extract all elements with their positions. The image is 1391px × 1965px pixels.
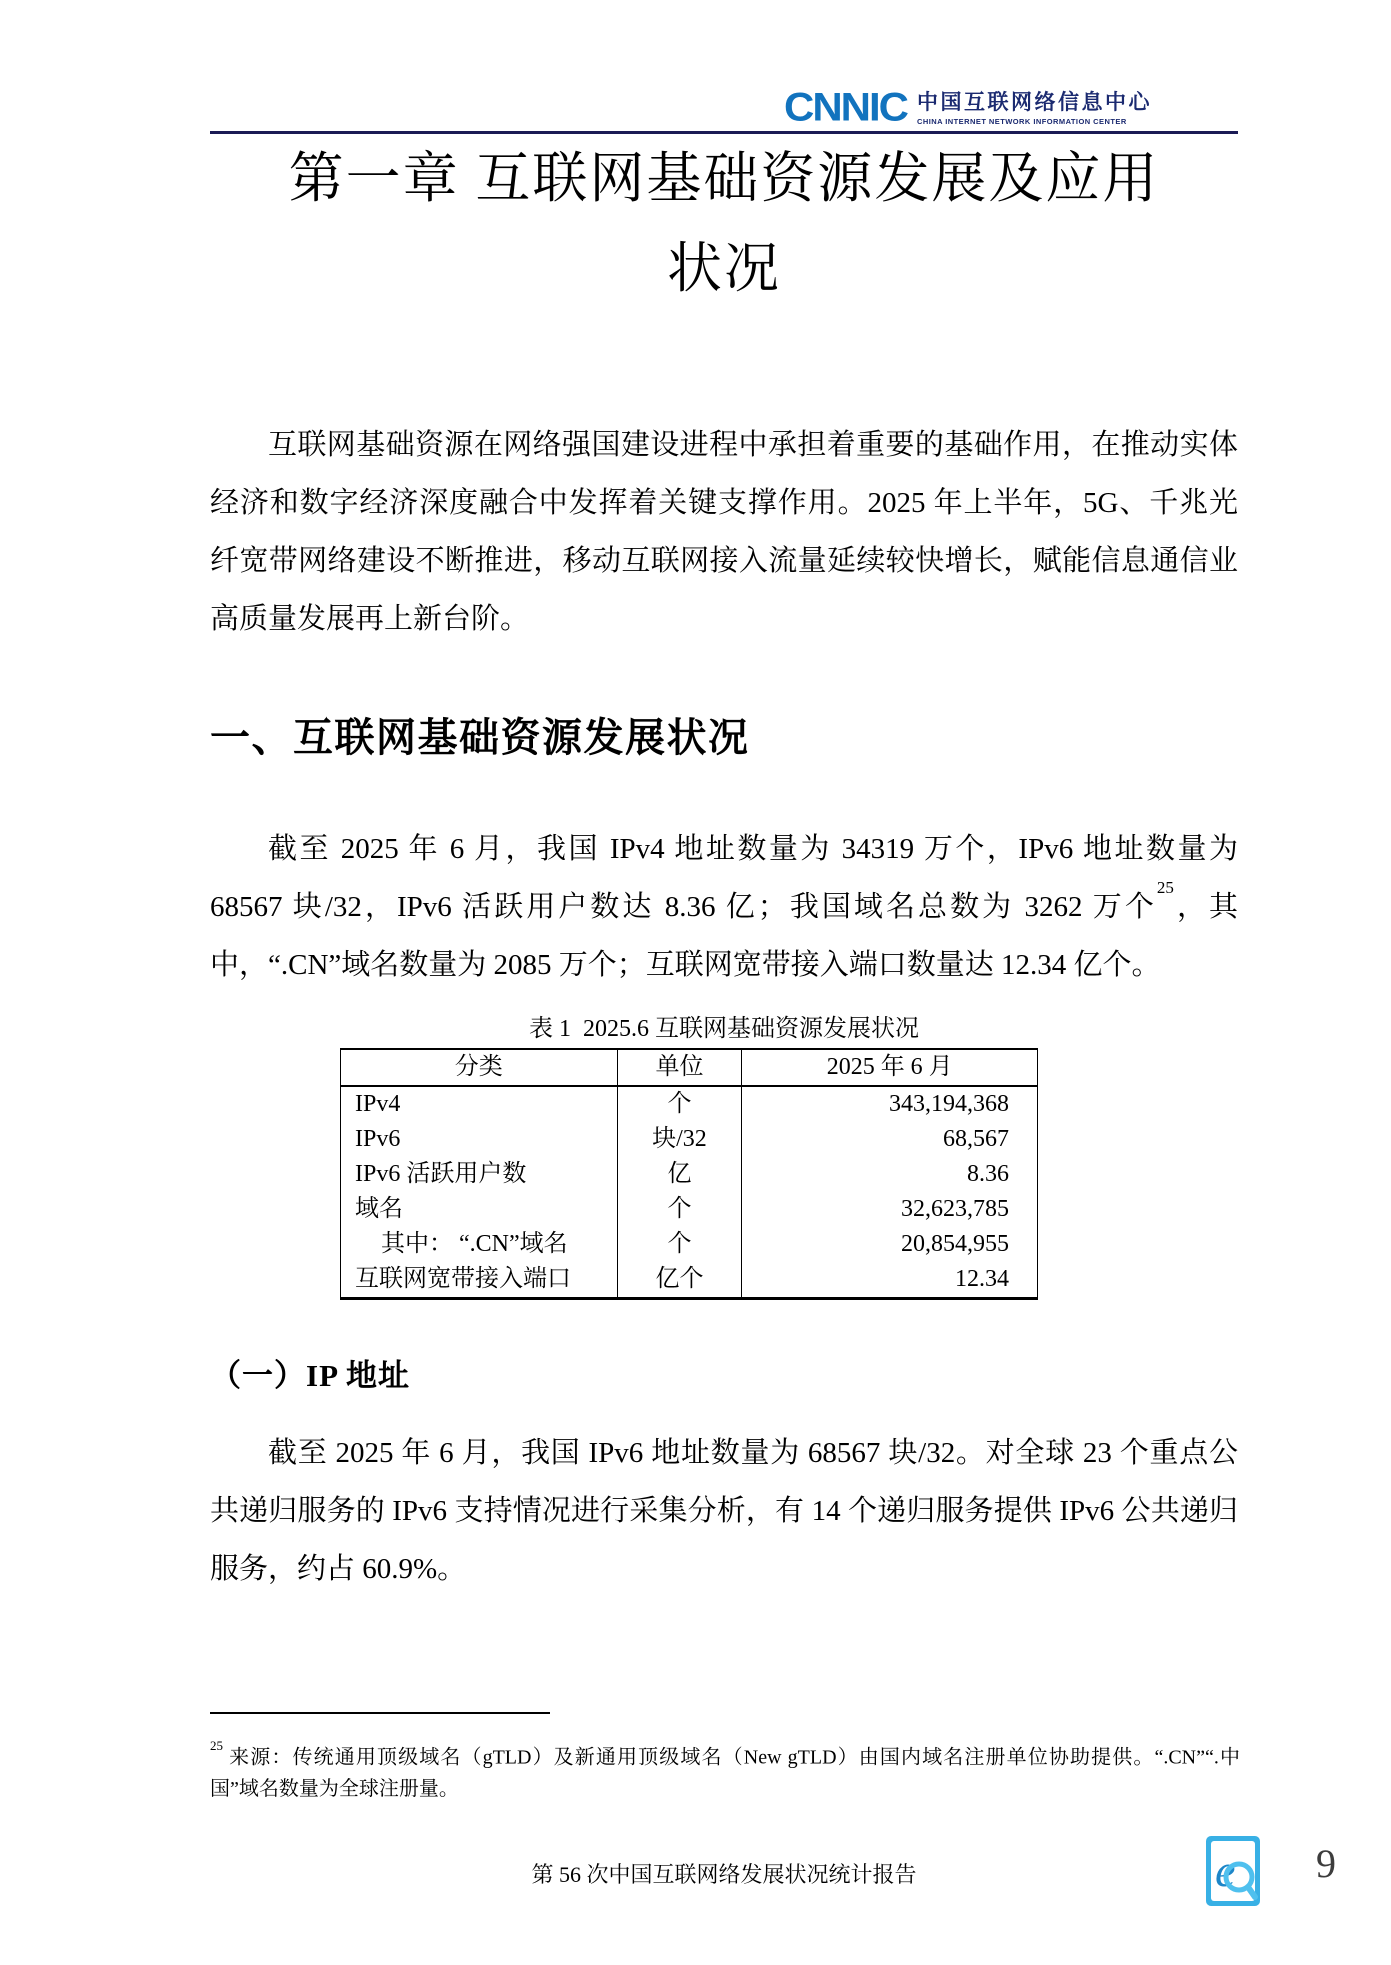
table-cell-category: IPv6 活跃用户数 (341, 1157, 618, 1192)
org-names (917, 91, 1152, 126)
table-header-period: 2025 年 6 月 (742, 1049, 1038, 1086)
table-caption: 表 1 2025.6 互联网基础资源发展状况 (529, 1016, 919, 1042)
footnote-text: 来源：传统通用顶级域名（gTLD）及新通用顶级域名（New gTLD）由国内域名注册单位协助提供。“.CN”“.中国”域名数量为全球注册量。 (210, 1746, 1240, 1800)
subsection-paragraph: 截至 2025 年 6 月，我国 IPv6 地址数量为 68567 块/32。对全球 23 个重点公共递归服务的 IPv6 支持情况进行采集分析，有 14 个递归服务提供 IPv6 公共递归服务，约占 60.9%。 (210, 1437, 1238, 1585)
table-header-category: 分类 (341, 1049, 618, 1086)
table-cell-value: 68,567 (742, 1122, 1038, 1157)
table-cell-category: IPv6 (341, 1122, 618, 1157)
table-cell-category: IPv4 (341, 1086, 618, 1122)
section1-paragraph (210, 820, 1238, 994)
table-cell-value: 8.36 (742, 1157, 1038, 1192)
svg-text:e: e (1215, 1845, 1236, 1896)
org-name-cn: 中国互联网络信息中心 (917, 91, 1152, 114)
page-number: 9 (1316, 1841, 1336, 1886)
table-row (341, 1157, 1038, 1192)
chapter-title-line1: 第一章 互联网基础资源发展及应用 (288, 148, 1160, 209)
table-cell-unit: 个 (617, 1227, 742, 1262)
footnote-reference: 25 (1156, 878, 1174, 898)
table-row (341, 1227, 1038, 1262)
table-cell-unit: 块/32 (617, 1122, 742, 1157)
table-cell-category: 域名 (341, 1192, 618, 1227)
org-name-en: CHINA INTERNET NETWORK INFORMATION CENTER (917, 117, 1127, 126)
table-cell-category: 互联网宽带接入端口 (341, 1262, 618, 1299)
table-cell-value: 343,194,368 (742, 1086, 1038, 1122)
table-cell-value: 20,854,955 (742, 1227, 1038, 1262)
table-header-row (341, 1049, 1038, 1086)
table-row (341, 1122, 1038, 1157)
table-cell-unit: 亿个 (617, 1262, 742, 1299)
table-cell-unit: 个 (617, 1086, 742, 1122)
footnote (210, 1736, 1240, 1805)
table-header-unit: 单位 (617, 1049, 742, 1086)
table-row (341, 1262, 1038, 1299)
table-cell-value: 12.34 (742, 1262, 1038, 1299)
resources-table (340, 1048, 1038, 1300)
chapter-title (210, 134, 1238, 314)
paragraph-text-part1: 截至 2025 年 6 月，我国 IPv4 地址数量为 34319 万个，IPv6 地址数量为 68567 块/32，IPv6 活跃用户数达 8.36 亿；我国域名总数为 3262 万个 (210, 833, 1238, 923)
table-cell-unit: 亿 (617, 1157, 742, 1192)
table-cell-category: 其中： “.CN”域名 (341, 1227, 618, 1262)
footer-report-title: 第 56 次中国互联网络发展状况统计报告 (531, 1862, 917, 1887)
cnnic-wordmark: CNNIC (784, 84, 907, 129)
table-row (341, 1192, 1038, 1227)
table-row (341, 1086, 1038, 1122)
cnnic-logo (784, 84, 1152, 129)
chapter-title-line2: 状况 (666, 238, 781, 299)
table-cell-unit: 个 (617, 1192, 742, 1227)
table-cell-value: 32,623,785 (742, 1192, 1038, 1227)
cnnic-report-logo-icon (1206, 1836, 1260, 1906)
paragraph-text-part2: ，其中，“.CN”域名数量为 2085 万个；互联网宽带接入端口数量达 12.34 亿个。 (210, 891, 1238, 981)
subsection-heading: （一）IP 地址 (210, 1358, 411, 1393)
footnote-divider (210, 1712, 550, 1714)
section-heading: 一、互联网基础资源发展状况 (210, 716, 750, 760)
intro-paragraph: 互联网基础资源在网络强国建设进程中承担着重要的基础作用，在推动实体经济和数字经济深度融合中发挥着关键支撑作用。2025 年上半年，5G、千兆光纤宽带网络建设不断推进，移动互联网接入流量延续较快增长，赋能信息通信业高质量发展再上新台阶。 (210, 429, 1238, 635)
footnote-number: 25 (210, 1738, 223, 1753)
